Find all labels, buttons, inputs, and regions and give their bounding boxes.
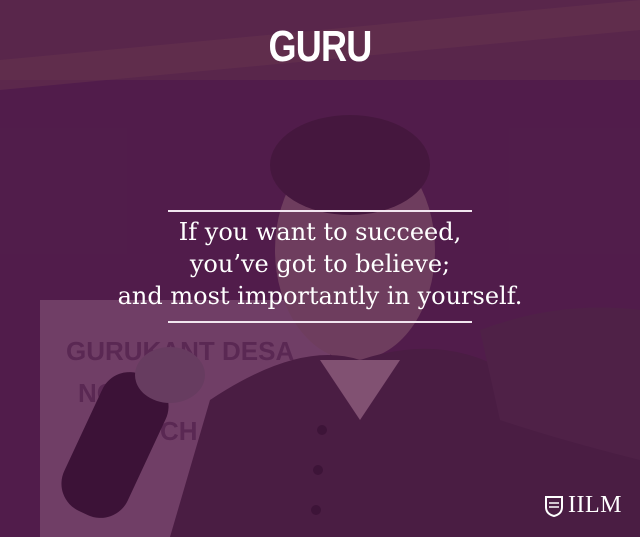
poster-title: GURU (268, 22, 372, 71)
divider-bottom (168, 321, 472, 323)
quote-text (0, 216, 640, 312)
shield-icon (544, 495, 564, 517)
quote-line-2: you’ve got to believe; (189, 250, 451, 278)
divider-top (168, 210, 472, 212)
iilm-logo (544, 492, 622, 519)
quote-line-3: and most importantly in yourself. (117, 282, 523, 310)
quote-line-1: If you want to succeed, (178, 218, 462, 246)
logo-text: IILM (568, 492, 622, 518)
